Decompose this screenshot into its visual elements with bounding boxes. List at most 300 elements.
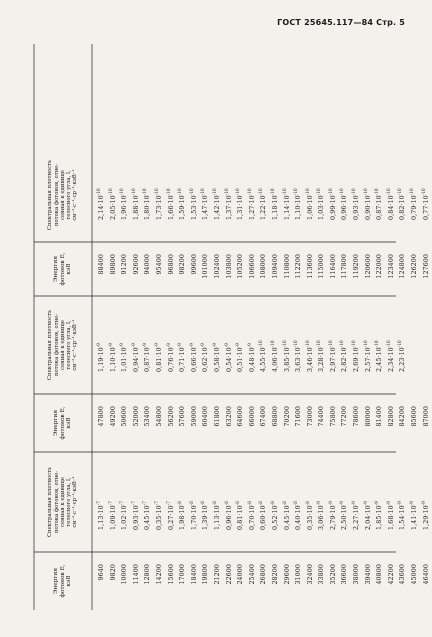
density-value: $1,41\cdot 10^{-9}$: [409, 500, 419, 530]
energy-value: 22600: [225, 564, 233, 585]
density-mantissa: 2,23: [399, 357, 407, 372]
density-mantissa: 0,48: [248, 357, 256, 372]
energy-value: 73000: [306, 406, 314, 427]
density-exponent: -10: [304, 340, 310, 348]
density-mantissa: 2,50: [341, 515, 349, 530]
density-exponent: -9: [385, 500, 391, 506]
density-mantissa: 1,14: [283, 205, 291, 220]
density-exponent: -8: [281, 500, 287, 506]
density-mantissa: 1,68: [387, 515, 395, 530]
energy-value: 14200: [155, 564, 163, 585]
density-value: $3,85\cdot 10^{-10}$: [281, 340, 291, 372]
density-mantissa: 2,97: [329, 357, 337, 372]
energy-value: 24000: [237, 564, 245, 585]
energy-value: 110800: [283, 254, 291, 279]
density-mantissa: 1,13: [98, 515, 105, 530]
energy-column-header: Энергия фотонов Е, кэВ: [52, 564, 73, 598]
density-mantissa: 0,77: [422, 205, 430, 220]
density-mantissa: 1,06: [306, 205, 314, 220]
density-value: $2,04\cdot 10^{-9}$: [362, 500, 372, 530]
energy-value: 101000: [202, 254, 210, 279]
density-exponent: -7: [107, 500, 113, 506]
density-mantissa: 3,28: [318, 357, 326, 372]
density-value: $0,84\cdot 10^{-10}$: [385, 188, 395, 220]
density-value: $3,06\cdot 10^{-9}$: [316, 500, 326, 530]
density-mantissa: 1,29: [422, 515, 430, 530]
density-mantissa: 1,54: [399, 515, 407, 530]
energy-value: 119200: [353, 254, 361, 279]
density-value: $0,90\cdot 10^{-10}$: [362, 188, 372, 220]
density-value: $2,23\cdot 10^{-10}$: [397, 340, 407, 372]
density-value: $1,80\cdot 10^{-10}$: [142, 188, 152, 220]
density-exponent: -10: [246, 188, 252, 196]
density-value: $1,85\cdot 10^{-9}$: [374, 500, 384, 530]
density-value: $2,69\cdot 10^{-10}$: [351, 340, 361, 372]
density-value: $0,62\cdot 10^{-9}$: [200, 342, 210, 372]
density-value: $1,06\cdot 10^{-10}$: [304, 188, 314, 220]
energy-value: 38000: [353, 564, 361, 585]
density-value: $1,29\cdot 10^{-9}$: [420, 500, 430, 530]
energy-value: 31000: [295, 564, 303, 585]
energy-value: 91200: [121, 254, 129, 275]
energy-value: 126200: [411, 254, 419, 279]
density-value: $1,27\cdot 10^{-10}$: [246, 188, 256, 220]
energy-value: 63200: [225, 406, 233, 427]
density-exponent: -10: [397, 340, 403, 348]
density-exponent: -10: [304, 188, 310, 196]
density-mantissa: 0,87: [144, 357, 152, 372]
energy-value: 89800: [109, 254, 117, 275]
density-mantissa: 1,41: [411, 515, 419, 530]
energy-value: 116400: [329, 254, 337, 279]
density-mantissa: 0,58: [213, 357, 221, 372]
density-value: $1,19\cdot 10^{-9}$: [96, 342, 105, 372]
density-mantissa: 0,45: [144, 515, 152, 530]
density-exponent: -8: [246, 500, 252, 506]
density-mantissa: 1,47: [202, 205, 210, 220]
energy-column: [96, 406, 432, 448]
density-mantissa: 1,03: [318, 205, 326, 220]
energy-value: 88400: [98, 254, 105, 275]
density-value: $0,79\cdot 10^{-10}$: [409, 188, 419, 220]
density-exponent: -10: [107, 188, 113, 196]
density-value: $0,77\cdot 10^{-10}$: [420, 188, 430, 220]
energy-value: 60400: [202, 406, 210, 427]
density-exponent: -10: [119, 188, 125, 196]
density-column-header: Спектральная плотность потока фотонов, отне- сенная к единице телесного угла, I, см⁻²·с⁻¹·ср⁻¹·кэВ⁻¹: [47, 310, 79, 380]
density-exponent: -10: [269, 340, 275, 348]
energy-value: 45000: [411, 564, 419, 585]
density-mantissa: 1,73: [155, 205, 163, 220]
density-mantissa: 1,59: [179, 205, 187, 220]
energy-value: 50600: [121, 406, 129, 427]
energy-value: 54800: [155, 406, 163, 427]
density-mantissa: 0,45: [283, 515, 291, 530]
density-mantissa: 0,35: [155, 515, 163, 530]
density-value: $1,98\cdot 10^{-8}$: [177, 500, 187, 530]
density-value: $2,45\cdot 10^{-10}$: [374, 340, 384, 372]
density-exponent: -8: [258, 500, 264, 506]
density-exponent: -7: [130, 500, 136, 506]
energy-value: 49200: [109, 406, 117, 427]
density-value: $2,05\cdot 10^{-10}$: [107, 188, 117, 220]
density-mantissa: 1,19: [98, 357, 105, 372]
energy-value: 53400: [144, 406, 152, 427]
density-value: $2,82\cdot 10^{-10}$: [339, 340, 349, 372]
density-exponent: -10: [316, 188, 322, 196]
density-mantissa: 0,81: [237, 515, 245, 530]
density-value: $0,99\cdot 10^{-10}$: [327, 188, 337, 220]
density-value: $0,70\cdot 10^{-8}$: [246, 500, 256, 530]
energy-value: 98200: [179, 254, 187, 275]
energy-value: 84200: [399, 406, 407, 427]
energy-column: [96, 564, 432, 606]
density-mantissa: 0,40: [295, 515, 303, 530]
density-value: $2,57\cdot 10^{-10}$: [362, 340, 372, 372]
density-mantissa: 1,53: [190, 205, 198, 220]
density-mantissa: 0,81: [155, 357, 163, 372]
density-exponent: -10: [96, 188, 101, 196]
energy-value: 15600: [167, 564, 175, 585]
energy-value: 103800: [225, 254, 233, 279]
density-value: $1,47\cdot 10^{-10}$: [200, 188, 210, 220]
density-value: $4,06\cdot 10^{-10}$: [269, 340, 279, 372]
density-value: $2,27\cdot 10^{-9}$: [351, 500, 361, 530]
density-exponent: -10: [165, 188, 171, 196]
energy-value: 78600: [353, 406, 361, 427]
density-value: $1,10\cdot 10^{-9}$: [107, 342, 117, 372]
density-exponent: -9: [316, 500, 322, 506]
energy-value: 9640: [98, 564, 105, 581]
density-mantissa: 3,46: [306, 357, 314, 372]
density-exponent: -9: [107, 342, 113, 348]
density-exponent: -9: [420, 500, 426, 506]
density-exponent: -9: [351, 500, 357, 506]
energy-value: 99600: [190, 254, 198, 275]
density-mantissa: 0,76: [167, 357, 175, 372]
density-mantissa: 3,06: [318, 515, 326, 530]
density-exponent: -7: [165, 500, 171, 506]
density-mantissa: 4,06: [271, 357, 279, 372]
energy-value: 40800: [376, 564, 384, 585]
density-value: $1,22\cdot 10^{-10}$: [258, 188, 268, 220]
energy-value: 66000: [248, 406, 256, 427]
density-exponent: -10: [374, 340, 380, 348]
density-mantissa: 0,52: [271, 515, 279, 530]
density-value: $1,03\cdot 10^{-10}$: [316, 188, 326, 220]
density-exponent: -9: [235, 342, 241, 348]
energy-value: 68800: [271, 406, 279, 427]
density-mantissa: 0,87: [376, 205, 384, 220]
density-mantissa: 2,27: [353, 515, 361, 530]
energy-value: 17000: [179, 564, 187, 585]
density-mantissa: 1,02: [121, 515, 129, 530]
energy-value: 61800: [213, 406, 221, 427]
density-value: $1,66\cdot 10^{-10}$: [165, 188, 175, 220]
density-value: $1,73\cdot 10^{-10}$: [153, 188, 163, 220]
density-column-header: Спектральная плотность потока фотонов, отне- сенная к единице телесного угла, I, см⁻²·с⁻¹·ср⁻¹·кэВ⁻¹: [47, 160, 79, 230]
density-value: $1,02\cdot 10^{-7}$: [119, 500, 129, 530]
density-value: $1,31\cdot 10^{-10}$: [235, 188, 245, 220]
density-mantissa: 0,51: [237, 357, 245, 372]
energy-value: 113600: [306, 254, 314, 279]
density-value: $1,37\cdot 10^{-10}$: [223, 188, 233, 220]
density-exponent: -10: [211, 188, 217, 196]
density-value: $2,14\cdot 10^{-10}$: [96, 188, 105, 220]
density-exponent: -10: [188, 188, 194, 196]
energy-value: 19800: [202, 564, 210, 585]
density-value: $0,81\cdot 10^{-9}$: [153, 342, 163, 372]
density-exponent: -9: [165, 342, 171, 348]
density-value: $0,96\cdot 10^{-10}$: [339, 188, 349, 220]
density-value: $0,51\cdot 10^{-9}$: [235, 342, 245, 372]
density-value: $0,76\cdot 10^{-9}$: [165, 342, 175, 372]
density-mantissa: 3,63: [295, 357, 303, 372]
energy-value: 102400: [213, 254, 221, 279]
density-exponent: -8: [200, 500, 206, 506]
density-value: $0,81\cdot 10^{-8}$: [235, 500, 245, 530]
density-mantissa: 0,66: [190, 357, 198, 372]
density-mantissa: 0,70: [248, 515, 256, 530]
density-value: $1,42\cdot 10^{-10}$: [211, 188, 221, 220]
density-mantissa: 0,94: [132, 357, 140, 372]
density-mantissa: 1,22: [260, 205, 268, 220]
energy-value: 75800: [329, 406, 337, 427]
energy-value: 11400: [132, 564, 140, 585]
energy-value: 71600: [295, 406, 303, 427]
density-exponent: -10: [200, 188, 206, 196]
energy-value: 28200: [271, 564, 279, 585]
energy-value: 95400: [155, 254, 163, 275]
density-mantissa: 0,79: [411, 205, 419, 220]
density-mantissa: 0,96: [341, 205, 349, 220]
density-value: $1,39\cdot 10^{-8}$: [200, 500, 210, 530]
density-mantissa: 1,10: [109, 357, 117, 372]
density-mantissa: 1,39: [202, 515, 210, 530]
energy-value: 57600: [179, 406, 187, 427]
density-mantissa: 1,42: [213, 205, 221, 220]
density-mantissa: 0,93: [132, 515, 140, 530]
energy-value: 29600: [283, 564, 291, 585]
density-mantissa: 1,88: [132, 205, 140, 220]
density-mantissa: 0,71: [179, 357, 187, 372]
density-mantissa: 1,13: [213, 515, 221, 530]
density-column: [96, 340, 409, 372]
density-exponent: -9: [200, 342, 206, 348]
density-exponent: -10: [258, 340, 264, 348]
density-value: $1,88\cdot 10^{-10}$: [130, 188, 140, 220]
density-value: $3,28\cdot 10^{-10}$: [316, 340, 326, 372]
density-exponent: -9: [142, 342, 148, 348]
density-mantissa: 0,82: [399, 205, 407, 220]
density-value: $2,79\cdot 10^{-9}$: [327, 500, 337, 530]
density-mantissa: 0,62: [202, 357, 210, 372]
density-value: $0,96\cdot 10^{-8}$: [223, 500, 233, 530]
density-exponent: -9: [397, 500, 403, 506]
energy-value: 35200: [329, 564, 337, 585]
energy-value: 108000: [260, 254, 268, 279]
density-exponent: -9: [153, 342, 159, 348]
energy-column: [96, 254, 432, 292]
density-exponent: -8: [269, 500, 275, 506]
energy-value: 70200: [283, 406, 291, 427]
density-column-header: Спектральная плотность потока фотонов, отне- сенная к единице телесного угла, I, см⁻²·с⁻¹·ср⁻¹·кэВ⁻¹: [47, 467, 79, 537]
density-exponent: -10: [351, 188, 357, 196]
density-exponent: -10: [385, 188, 391, 196]
density-value: $0,54\cdot 10^{-9}$: [223, 342, 233, 372]
density-mantissa: 1,18: [271, 205, 279, 220]
density-mantissa: 0,60: [260, 515, 268, 530]
energy-value: 46400: [422, 564, 430, 585]
density-exponent: -10: [293, 188, 299, 196]
density-value: $4,55\cdot 10^{-10}$: [258, 340, 268, 372]
density-mantissa: 2,34: [387, 357, 395, 372]
density-mantissa: 0,96: [225, 515, 233, 530]
density-mantissa: 0,35: [306, 515, 314, 530]
density-mantissa: 1,27: [248, 205, 256, 220]
density-value: $1,01\cdot 10^{-9}$: [119, 342, 129, 372]
density-value: $0,35\cdot 10^{-7}$: [153, 500, 163, 530]
density-exponent: -7: [119, 500, 125, 506]
page-header: ГОСТ 25645.117—84 Стр. 5: [277, 18, 405, 27]
density-exponent: -10: [293, 340, 299, 348]
density-exponent: -10: [385, 340, 391, 348]
density-exponent: -8: [223, 500, 229, 506]
density-exponent: -8: [293, 500, 299, 506]
energy-value: 43600: [399, 564, 407, 585]
density-value: $0,52\cdot 10^{-8}$: [269, 500, 279, 530]
density-exponent: -8: [304, 500, 310, 506]
energy-value: 82800: [387, 406, 395, 427]
energy-value: 81400: [376, 406, 384, 427]
energy-value: 123400: [387, 254, 395, 279]
energy-column-header: Энергия фотонов Е, кэВ: [52, 252, 73, 286]
density-exponent: -9: [374, 500, 380, 506]
density-exponent: -10: [130, 188, 136, 196]
energy-value: 122000: [376, 254, 384, 279]
energy-value: 117800: [341, 254, 349, 279]
density-value: $2,34\cdot 10^{-10}$: [385, 340, 395, 372]
density-exponent: -10: [339, 188, 345, 196]
energy-value: 59000: [190, 406, 198, 427]
density-exponent: -9: [246, 342, 252, 348]
energy-value: 127600: [422, 254, 430, 279]
density-value: $1,54\cdot 10^{-9}$: [397, 500, 407, 530]
energy-value: 106600: [248, 254, 256, 279]
density-exponent: -10: [281, 188, 287, 196]
density-mantissa: 1,70: [190, 515, 198, 530]
energy-value: 80000: [364, 406, 372, 427]
energy-value: 36600: [341, 564, 349, 585]
density-exponent: -9: [339, 500, 345, 506]
density-exponent: -9: [130, 342, 136, 348]
density-exponent: -10: [223, 188, 229, 196]
density-exponent: -10: [339, 340, 345, 348]
density-value: $0,87\cdot 10^{-9}$: [142, 342, 152, 372]
density-exponent: -9: [409, 500, 415, 506]
density-mantissa: 0,90: [364, 205, 372, 220]
density-mantissa: 1,31: [237, 205, 245, 220]
density-mantissa: 2,04: [364, 515, 372, 530]
energy-value: 33800: [318, 564, 326, 585]
density-value: $1,96\cdot 10^{-10}$: [119, 188, 129, 220]
density-column: [96, 501, 432, 530]
density-column: [96, 188, 432, 220]
density-exponent: -9: [177, 342, 183, 348]
density-value: $0,48\cdot 10^{-9}$: [246, 342, 256, 372]
density-mantissa: 2,14: [98, 205, 105, 220]
density-value: $2,97\cdot 10^{-10}$: [327, 340, 337, 372]
density-exponent: -10: [327, 188, 333, 196]
density-mantissa: 2,57: [364, 357, 372, 372]
density-exponent: -7: [153, 500, 159, 506]
density-value: $0,94\cdot 10^{-9}$: [130, 342, 140, 372]
density-mantissa: 2,69: [353, 357, 361, 372]
density-mantissa: 3,85: [283, 357, 291, 372]
density-mantissa: 0,27: [167, 515, 175, 530]
density-mantissa: 1,85: [376, 515, 384, 530]
density-exponent: -10: [409, 188, 415, 196]
density-exponent: -9: [188, 342, 194, 348]
energy-value: 64600: [237, 406, 245, 427]
energy-value: 87000: [422, 406, 430, 427]
energy-value: 94000: [144, 254, 152, 275]
density-value: $1,09\cdot 10^{-7}$: [107, 500, 117, 530]
density-value: $0,40\cdot 10^{-8}$: [293, 500, 303, 530]
energy-value: 47800: [98, 406, 105, 427]
density-exponent: -10: [235, 188, 241, 196]
density-exponent: -9: [119, 342, 125, 348]
density-value: $3,63\cdot 10^{-10}$: [293, 340, 303, 372]
density-exponent: -10: [142, 188, 148, 196]
density-value: $0,45\cdot 10^{-7}$: [142, 500, 152, 530]
energy-value: 18400: [190, 564, 198, 585]
density-value: $0,87\cdot 10^{-10}$: [374, 188, 384, 220]
density-exponent: -10: [281, 340, 287, 348]
density-mantissa: 0,93: [353, 205, 361, 220]
density-value: $1,18\cdot 10^{-10}$: [269, 188, 279, 220]
density-mantissa: 1,01: [121, 357, 129, 372]
density-value: $1,10\cdot 10^{-10}$: [293, 188, 303, 220]
density-exponent: -10: [258, 188, 264, 196]
energy-value: 74400: [318, 406, 326, 427]
energy-value: 109400: [271, 254, 279, 279]
density-mantissa: 2,82: [341, 357, 349, 372]
density-mantissa: 1,80: [144, 205, 152, 220]
density-mantissa: 0,84: [387, 205, 395, 220]
energy-value: 96800: [167, 254, 175, 275]
density-value: $0,71\cdot 10^{-9}$: [177, 342, 187, 372]
density-exponent: -9: [211, 342, 217, 348]
density-exponent: -9: [362, 500, 368, 506]
density-mantissa: 0,99: [329, 205, 337, 220]
density-value: $1,14\cdot 10^{-10}$: [281, 188, 291, 220]
energy-value: 10000: [121, 564, 129, 585]
density-exponent: -9: [327, 500, 333, 506]
density-mantissa: 1,37: [225, 205, 233, 220]
energy-value: 77200: [341, 406, 349, 427]
density-value: $0,35\cdot 10^{-8}$: [304, 500, 314, 530]
density-value: $1,59\cdot 10^{-10}$: [177, 188, 187, 220]
energy-value: 42200: [387, 564, 395, 585]
density-exponent: -10: [420, 188, 426, 196]
energy-value: 85600: [411, 406, 419, 427]
energy-value: 124800: [399, 254, 407, 279]
density-value: $0,27\cdot 10^{-7}$: [165, 500, 175, 530]
density-exponent: -8: [235, 500, 241, 506]
density-value: $0,66\cdot 10^{-9}$: [188, 342, 198, 372]
density-value: $3,46\cdot 10^{-10}$: [304, 340, 314, 372]
